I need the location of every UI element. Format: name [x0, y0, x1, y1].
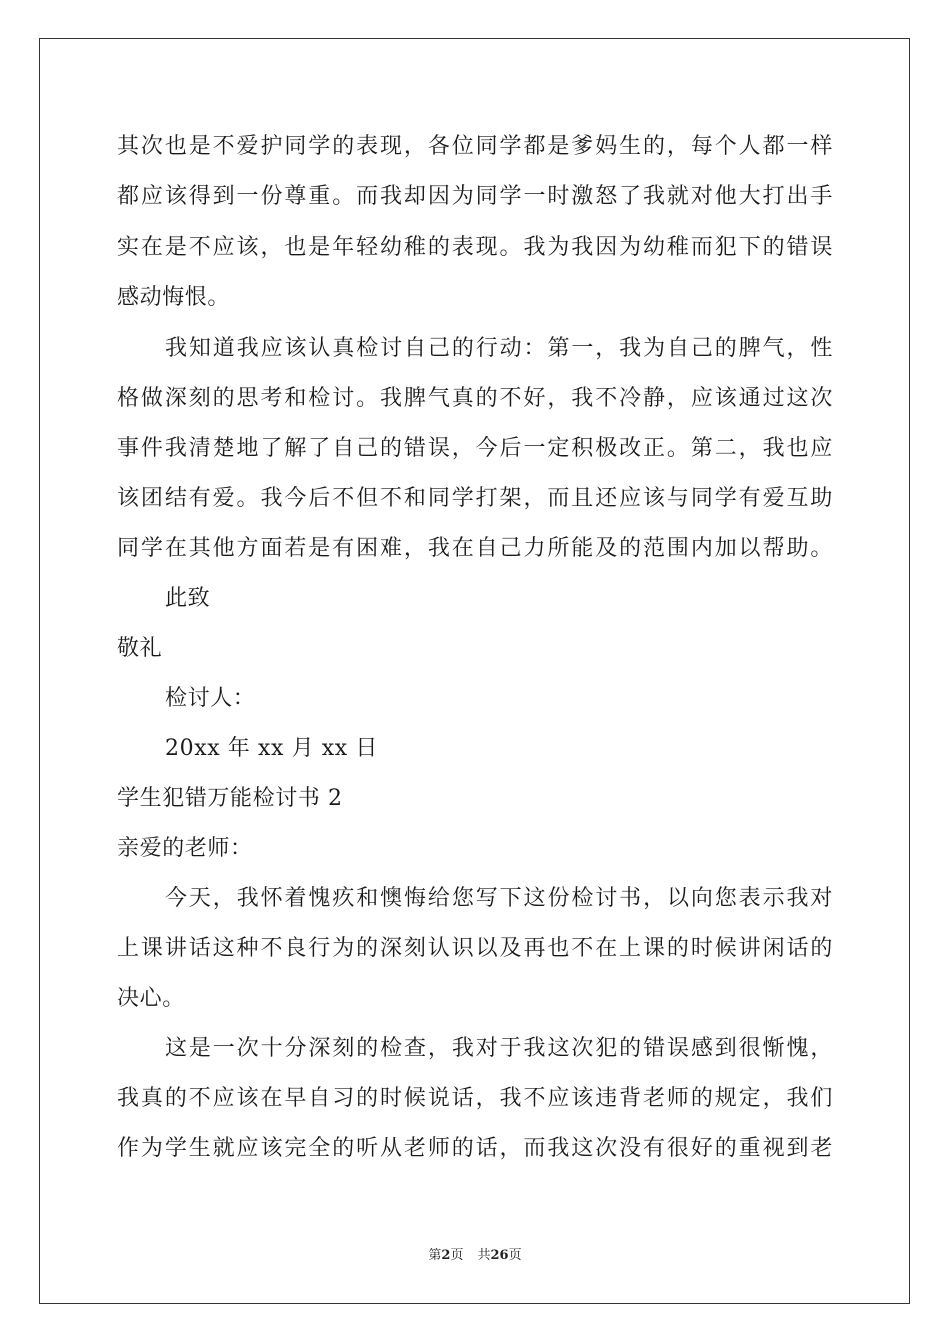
- text-line-3: 实在是不应该，也是年轻幼稚的表现。我为我因为幼稚而犯下的错误: [117, 235, 833, 260]
- signer-label: 检讨人：: [165, 686, 256, 711]
- page-border: [39, 38, 910, 1304]
- page-footer: [0, 1247, 950, 1265]
- section-title: 学生犯错万能检讨书 2: [117, 786, 343, 811]
- text-line-9: 同学在其他方面若是有困难，我在自己力所能及的范围内加以帮助。: [117, 536, 833, 561]
- page-suffix: 页: [450, 1248, 464, 1263]
- page-prefix: 第: [428, 1248, 442, 1263]
- total-suffix: 页: [508, 1248, 522, 1263]
- text-line-21: 作为学生就应该完全的听从老师的话，而我这次没有很好的重视到老: [117, 1136, 833, 1161]
- text-line-18: 决心。: [117, 986, 185, 1011]
- total-prefix: 共: [477, 1248, 491, 1263]
- letter-greeting: 亲爱的老师：: [117, 836, 253, 861]
- text-line-7: 事件我清楚地了解了自己的错误，今后一定积极改正。第二，我也应: [117, 436, 833, 461]
- text-line-2: 都应该得到一份尊重。而我却因为同学一时激怒了我就对他大打出手: [117, 184, 833, 209]
- text-line-6: 格做深刻的思考和检讨。我脾气真的不好，我不冷静，应该通过这次: [117, 386, 833, 411]
- text-line-17: 上课讲话这种不良行为的深刻认识以及再也不在上课的时候讲闲话的: [117, 936, 833, 961]
- salutation: 敬礼: [117, 636, 163, 661]
- page-number: 2: [441, 1248, 451, 1263]
- text-line-19: 这是一次十分深刻的检查，我对于我这次犯的错误感到很惭愧，: [165, 1036, 833, 1061]
- text-line-20: 我真的不应该在早自习的时候说话，我不应该违背老师的规定，我们: [117, 1086, 833, 1111]
- text-line-8: 该团结有爱。我今后不但不和同学打架，而且还应该与同学有爱互助: [117, 486, 833, 511]
- text-line-16: 今天，我怀着愧疚和懊悔给您写下这份检讨书，以向您表示我对: [165, 886, 833, 911]
- total-pages: 26: [490, 1248, 509, 1263]
- date-line: 20xx 年 xx 月 xx 日: [165, 736, 379, 761]
- text-line-5: 我知道我应该认真检讨自己的行动：第一，我为自己的脾气，性: [165, 336, 833, 361]
- closing-greeting: 此致: [165, 586, 211, 611]
- text-line-1: 其次也是不爱护同学的表现，各位同学都是爹妈生的，每个人都一样: [117, 134, 833, 159]
- text-line-4: 感动悔恨。: [117, 285, 231, 310]
